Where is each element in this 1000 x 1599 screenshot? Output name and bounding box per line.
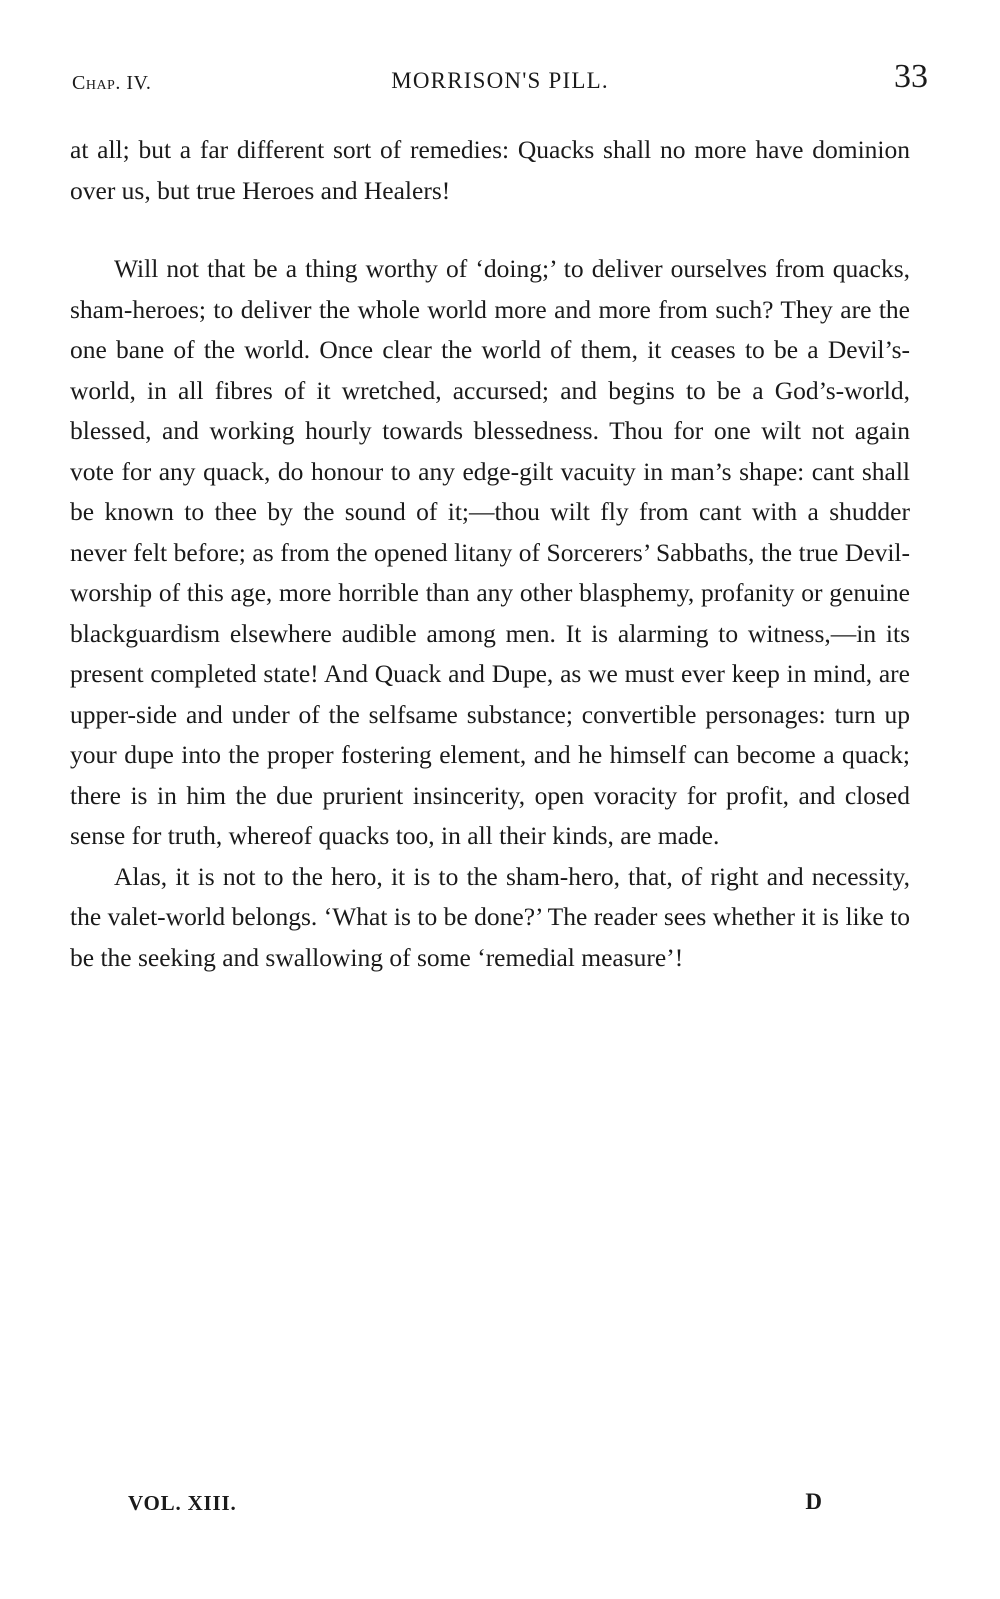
paragraph-main: Will not that be a thing worthy of ‘doing;’ to deliver ourselves from quacks, sham-heroes; to deliver the whole world more and more from such? They are the one bane of the world. Once clear the world of them, it ceases to be a Devil’s-world, in all fibres of it wretched, accursed; and begins to be a God’s-world, blessed, and working hourly towards blessedness. Thou for one wilt not again vote for any quack, do honour to any edge-gilt vacuity in man’s shape: cant shall be known to thee by the sound of it;—thou wilt fly from cant with a shudder never felt before; as from the opened litany of Sorcerers’ Sabbaths, the true Devil-worship of this age, more horrible than any other blasphemy, profanity or genuine blackguardism elsewhere audible among men. It is alarming to witness,—in its present completed state! And Quack and Dupe, as we must ever keep in mind, are upper-side and under of the selfsame substance; convertible personages: turn up your dupe into the proper fostering element, and he himself can become a quack; there is in him the due prurient insincerity, open voracity for profit, and closed sense for truth, whereof quacks too, in all their kinds, are made. [70,254,910,850]
body-text [70,130,910,978]
paragraph-continuation: at all; but a far different sort of remedies: Quacks shall no more have dominion over us, but true Heroes and Healers! [70,135,910,205]
page-header [72,58,928,102]
page-footer [128,1491,822,1521]
paragraph-closing: Alas, it is not to the hero, it is to the sham-hero, that, of right and necessity, the valet-world belongs. ‘What is to be done?’ The reader sees whether it is like to be the seeking and swallowing of some ‘remedial measure’! [70,861,910,972]
running-title: MORRISON'S PILL. [391,68,609,93]
volume-label: VOL. XIII. [128,1491,237,1515]
page-number: 33 [894,58,928,95]
chapter-label: Chap. IV. [72,72,152,94]
signature-mark: D [805,1489,822,1514]
